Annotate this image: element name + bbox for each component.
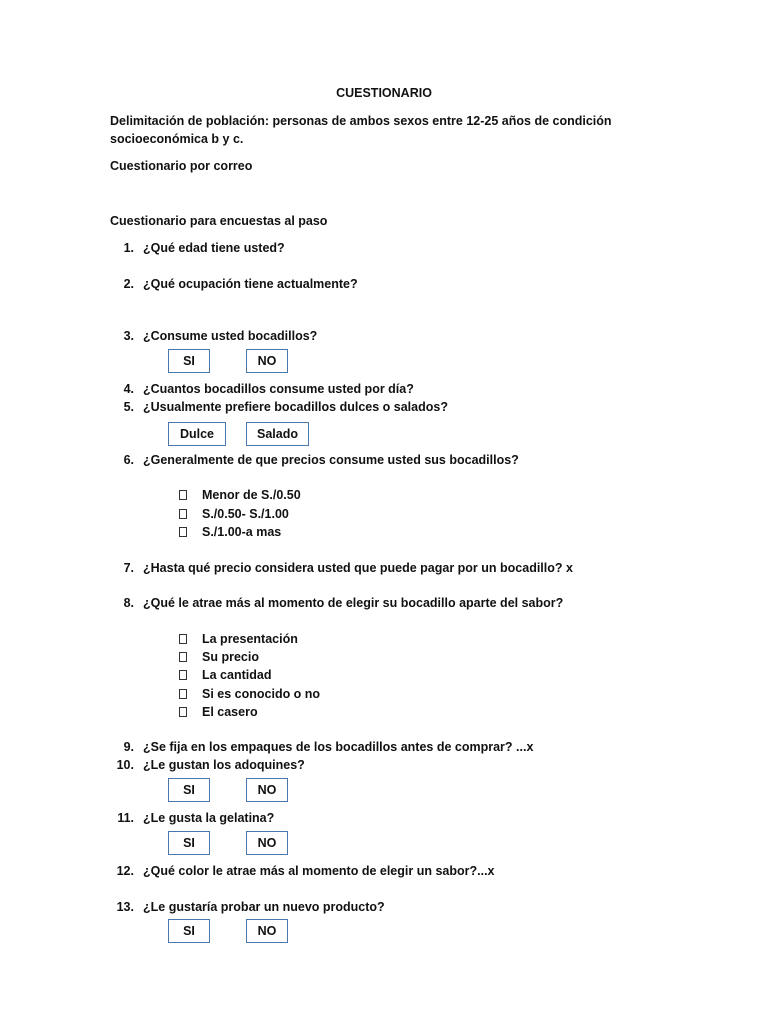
intro-line-2: socioeconómica b y c. [110,132,244,146]
question-number: 10. [116,758,134,772]
question-number: 6. [123,453,134,467]
answer-salado-q5[interactable]: Salado [246,422,309,446]
option-label: La presentación [202,632,298,646]
missing-glyph-box-icon [178,507,188,523]
question-text: ¿Generalmente de que precios consume usted sus bocadillos? [143,453,519,467]
question-number: 3. [123,329,134,343]
option-label: La cantidad [202,668,272,682]
question-6 [110,452,519,468]
question-number: 5. [123,400,134,414]
question-text: ¿Usualmente prefiere bocadillos dulces o salados? [143,400,448,414]
question-13 [110,899,385,915]
q8-option-5[interactable] [178,704,258,721]
question-7 [110,560,573,576]
question-3 [110,328,317,344]
question-number: 9. [123,740,134,754]
option-label: S./1.00-a mas [202,525,282,539]
question-text: ¿Qué ocupación tiene actualmente? [143,277,358,291]
option-label: El casero [202,705,258,719]
answer-no-q11[interactable]: NO [246,831,288,855]
question-text: ¿Hasta qué precio considera usted que puede pagar por un bocadillo? x [143,561,573,575]
question-text: ¿Consume usted bocadillos? [143,329,318,343]
question-1 [110,240,285,256]
question-9 [110,739,533,755]
answer-si-q13[interactable]: SI [168,919,210,943]
q8-option-1[interactable] [178,631,298,648]
question-text: ¿Le gustaría probar un nuevo producto? [143,900,385,914]
option-label: Menor de S./0.50 [202,488,301,502]
question-number: 2. [123,277,134,291]
answer-no-q3[interactable]: NO [246,349,288,373]
answer-no-q13[interactable]: NO [246,919,288,943]
answer-no-q10[interactable]: NO [246,778,288,802]
question-number: 8. [123,596,134,610]
question-number: 1. [123,241,134,255]
section-heading-walk: Cuestionario para encuestas al paso [110,214,328,228]
intro-line-1: Delimitación de población: personas de ambos sexos entre 12-25 años de condición [110,114,612,128]
question-11 [110,810,274,826]
answer-dulce-q5[interactable]: Dulce [168,422,226,446]
document-title: CUESTIONARIO [336,86,432,100]
answer-si-q10[interactable]: SI [168,778,210,802]
question-number: 4. [123,382,134,396]
question-number: 11. [117,811,134,825]
missing-glyph-box-icon [178,650,188,666]
question-12 [110,863,495,879]
q8-option-3[interactable] [178,667,271,684]
question-text: ¿Qué edad tiene usted? [143,241,285,255]
question-5 [110,399,448,415]
question-text: ¿Le gustan los adoquines? [143,758,305,772]
question-4 [110,381,414,397]
option-label: Si es conocido o no [202,687,321,701]
answer-si-q11[interactable]: SI [168,831,210,855]
q6-option-2[interactable] [178,506,289,523]
section-heading-mail: Cuestionario por correo [110,159,253,173]
question-number: 7. [123,561,134,575]
missing-glyph-box-icon [178,705,188,721]
answer-si-q3[interactable]: SI [168,349,210,373]
missing-glyph-box-icon [178,525,188,541]
option-label: S./0.50- S./1.00 [202,507,289,521]
question-text: ¿Le gusta la gelatina? [143,811,275,825]
question-text: ¿Qué color le atrae más al momento de elegir un sabor?...x [143,864,495,878]
question-text: ¿Cuantos bocadillos consume usted por día? [143,382,414,396]
q6-option-3[interactable] [178,524,281,541]
missing-glyph-box-icon [178,668,188,684]
option-label: Su precio [202,650,259,664]
missing-glyph-box-icon [178,488,188,504]
question-number: 13. [116,900,134,914]
missing-glyph-box-icon [178,632,188,648]
question-text: ¿Se fija en los empaques de los bocadillos antes de comprar? ...x [143,740,534,754]
question-8 [110,595,563,611]
question-number: 12. [116,864,134,878]
question-10 [110,757,305,773]
q8-option-2[interactable] [178,649,259,666]
q8-option-4[interactable] [178,686,320,703]
question-2 [110,276,358,292]
q6-option-1[interactable] [178,487,301,504]
question-text: ¿Qué le atrae más al momento de elegir su bocadillo aparte del sabor? [143,596,564,610]
missing-glyph-box-icon [178,687,188,703]
